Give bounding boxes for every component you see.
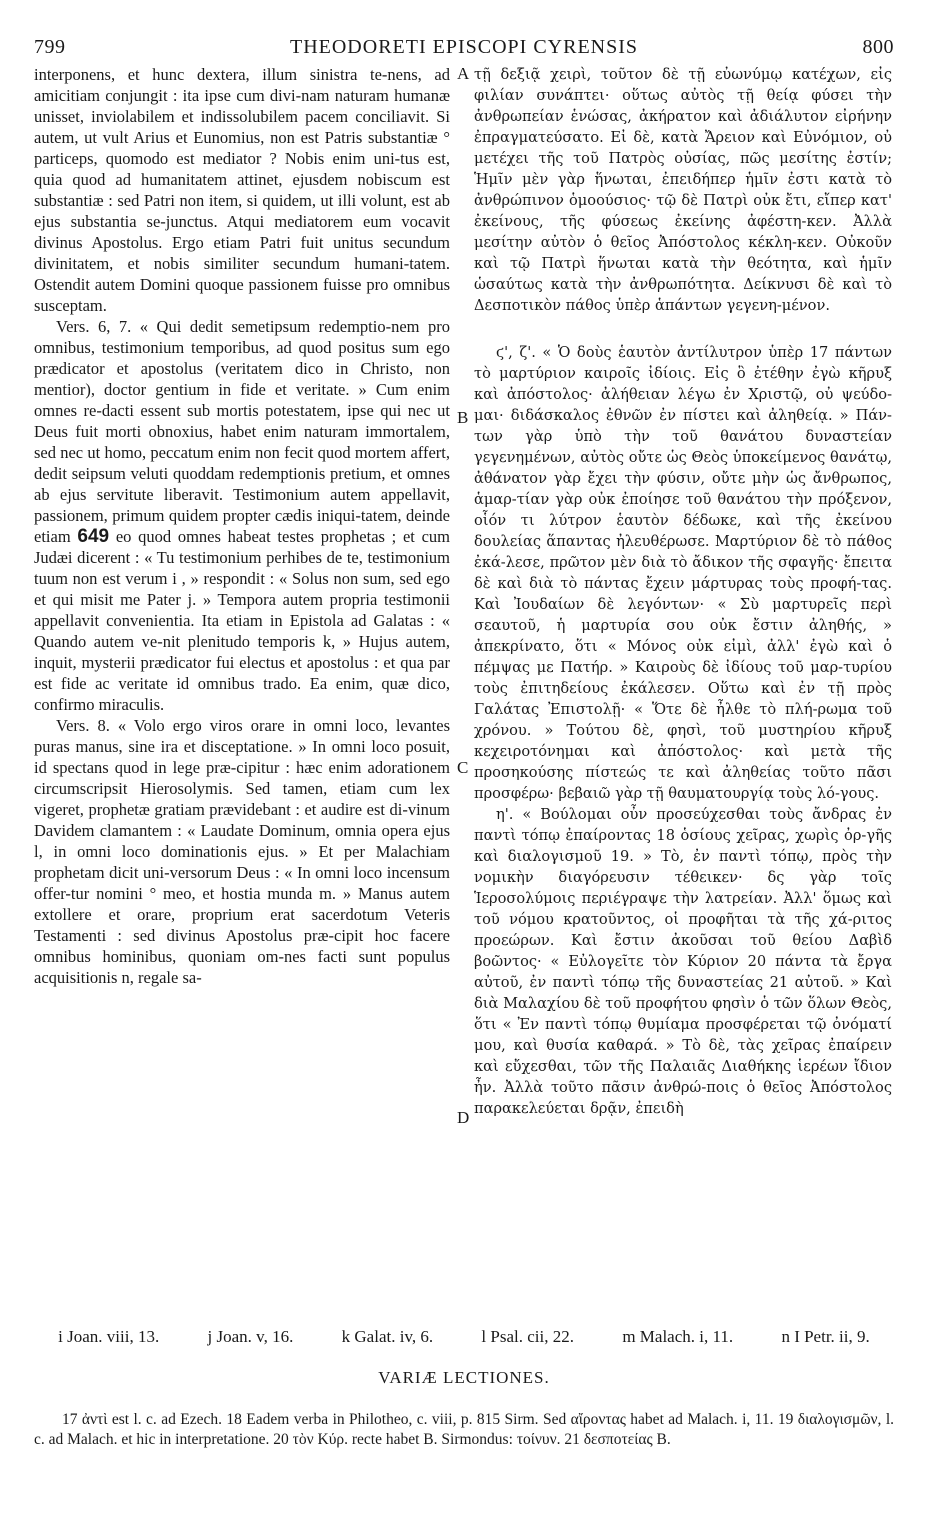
margin-marker-a: A bbox=[457, 64, 470, 83]
greek-column bbox=[474, 64, 892, 1119]
left-column-number: 799 bbox=[34, 36, 66, 58]
variant-readings-text: 17 ἀντὶ est l. c. ad Ezech. 18 Eadem verba in Philotheo, c. viii, p. 815 Sirm. Sed αἴροντας habet ad Malach. i, 11. 19 διαλογισμῶν, l. c. ad Malach. et hic in interpretatione. 20 τὸν Κύρ. recte habet B. Sirmondus: τοίνυν. 21 δεσποτείας B. bbox=[34, 1411, 894, 1448]
footnote: j Joan. v, 16. bbox=[207, 1327, 294, 1346]
footnote: k Galat. iv, 6. bbox=[341, 1327, 434, 1346]
latin-paragraph: interponens, et hunc dextera, illum sinistra te-nens, ad amicitiam conjungit : ita ipse cum divi-nam naturam humanæ unisset, inviolabilem et indissolubilem pacem conciliavit. Si autem, ut vult Arius et Eunomius, non est Patris substantiæ ° particeps, quomodo est mediator ? Nobis enim uni-tus est, quia quod ad humanitatem attinet, ejusdem nobiscum est substantiæ : sed Patri non item, si quidem, ut illi volunt, est ab ejus substantia se-junctus. Atqui mediatorem eum vocavit divinus Apostolus. Ergo etiam Patri fuit unitus secundum divinitatem, et nobis similiter secundum humani-tatem. Ostendit autem Domini quoque passionem fuisse pro omnibus susceptam. bbox=[34, 65, 450, 315]
footnote: n I Petr. ii, 9. bbox=[781, 1327, 870, 1346]
running-header bbox=[34, 36, 894, 64]
footnote: l Psal. cii, 22. bbox=[481, 1327, 574, 1346]
latin-text: eo quod omnes habeat testes prophetas ; et cum Judæi dicerent : « Tu testimonium perhibes de te, testimonium tuum non est verum i , » respondit : « Solus non sum, sed ego et qui misit me Pater j. » Tempora autem propria testimonii appellavit convenientia. Ita etiam in Epistola ad Galatas : « Quando autem ve-nit plenitudo temporis k, » Hujus autem, inquit, mysterii prædicator fui electus et apostolus : et qua par est fide ac veritate id omnibus trado. Ea enim, quæ dico, confirmo miraculis. bbox=[34, 527, 451, 714]
variae-lectiones bbox=[34, 1410, 894, 1450]
latin-paragraph bbox=[34, 316, 450, 715]
latin-column bbox=[34, 64, 450, 988]
latin-paragraph: Vers. 8. « Volo ergo viros orare in omni loco, levantes puras manus, sine ira et disceptatione. » In omni loco posuit, id spectans quod in lege præ-cipitur : hæc enim adorationem circumscripsit Hierosolymis. Sed tamen, etiam cum lex vigeret, prophetæ gratiam prævidebant : et audire est di-vinum Davidem clamantem : « Laudate Dominum, omnia opera ejus l, in omni loco dominationis ejus. » Et per Malachiam prophetam dicit uni-versorum Deus : « In omni loco incensum offer-tur nomini ° meo, et hostia munda m. » Manus autem extollere et orare, proprium erat sacerdotum Veteris Testamenti : sed divinus Apostolus præ-cipit hoc facere omnibus hominibus, quoniam om-nes facti sunt populus acquisitionis n, regale sa- bbox=[34, 716, 450, 987]
variae-lectiones-heading: VARIÆ LECTIONES. bbox=[378, 1368, 550, 1387]
greek-paragraph: η'. « Βούλομαι οὖν προσεύχεσθαι τοὺς ἄνδρας ἐν παντὶ τόπῳ ἐπαίροντας 18 ὁσίους χεῖρας, χωρὶς ὀρ-γῆς καὶ διαλογισμοῦ 19. » Τὸ, ἐν παντὶ τόπῳ, πρὸς τὴν νομικὴν διαγόρευσιν τέθεικεν· δς γὰρ τοῖς Ἱεροσολύμοις περιέγραψε τὴν λατρείαν. Ἀλλ' ὅμως καὶ τοῦ νόμου κρατοῦντος, οἱ προφῆται τὰ τῆς χά-ριτος προεώρων. Καὶ ἔστιν ἀκοῦσαι τοῦ θείου Δαβὶδ βοῶντος· « Εὐλογεῖτε τὸν Κύριον 20 πάντα τὰ ἔργα αὐτοῦ, ἐν παντὶ τόπῳ τῆς δυναστείας 21 αὐτοῦ. » Καὶ διὰ Μαλαχίου δὲ τοῦ προφήτου φησὶν ὁ τῶν ὅλων Θεὸς, ὅτι « Ἐν παντὶ τόπῳ θυμίαμα προσφέρεται τῷ ὀνόματί μου, καὶ θυσία καθαρά. » Τὸ δὲ, τὰς χεῖρας ἐπαίρειν καὶ εὔχεσθαι, τῶν τῆς Παλαιᾶς Διαθήκης ἱερέων ἴδιον ἦν. Ἀλλὰ τοῦτο πᾶσιν ἀνθρώ-ποις ὁ θεῖος Ἀπόστολος παρακελεύεται δρᾷν, ἐπειδὴ bbox=[474, 806, 892, 1117]
footnote: m Malach. i, 11. bbox=[622, 1327, 734, 1346]
footnote: i Joan. viii, 13. bbox=[58, 1327, 160, 1346]
right-column-number: 800 bbox=[862, 36, 894, 58]
greek-paragraph: ϛ', ζ'. « Ὁ δοὺς ἑαυτὸν ἀντίλυτρον ὑπὲρ 17 πάντων τὸ μαρτύριον καιροῖς ἰδίοις. Εἰς ὃ ἐτέθην ἐγὼ κῆρυξ καὶ ἀπόστολος· ἀλήθειαν λέγω ἐν Χριστῷ, οὐ ψεύδο-μαι· διδάσκαλος ἐθνῶν ἐν πίστει καὶ ἀληθείᾳ. » Πάν-των γὰρ ὑπὸ τὴν τοῦ θανάτου δυναστείαν γεγενημένων, αὐτὸς οὔτε ὡς Θεὸς ὑποκείμενος θανάτῳ, ἀθάνατον γὰρ ἔχει τὴν φύσιν, οὔτε μὴν ὡς ἄνθρωπος, ἁμαρ-τίαν γὰρ οὐκ ἐποίησε τοῦ θανάτου τὴν πρόξενον, οἷόν τι λύτρον ἑαυτὸν δέδωκε, καὶ τῆς ἐκείνου δουλείας ἅπαντας ἠλευθέρωσε. Μαρτύριον δὲ τὸ πάθος ἐκά-λεσε, πρῶτον μὲν διὰ τὸ ἄδικον τῆς σφαγῆς· ἔπειτα δὲ καὶ διὰ τὸ πάντας ἔχειν μάρτυρας τοὺς προφή-τας. Καὶ Ἰουδαίων δὲ λεγόντων· « Σὺ μαρτυρεῖς περὶ σεαυτοῦ, ἡ μαρτυρία σου οὐκ ἔστιν ἀληθής, » ἀπεκρίνατο, ὅτι « Μόνος οὐκ εἰμὶ, ἀλλ' ἐγὼ καὶ ὁ πέμψας με Πατήρ. » Καιροὺς δὲ ἰδίους τοῦ μαρ-τυρίου τοὺς ἐπιτηδείους ἐκάλεσεν. Οὕτω καὶ ἐν τῇ πρὸς Γαλάτας Ἐπιστολῇ· « Ὅτε δὲ ἦλθε τὸ πλή-ρωμα τοῦ χρόνου. » Τούτου δὲ, φησὶ, τοῦ μυστηρίου κῆρυξ κεχειροτόνημαι καὶ ἀπόστολος· καὶ μετὰ τῆς προσηκούσης πίστεώς τε καὶ ἀληθείας τοῦτο πᾶσι προσφέρω· βεβαιῶ γὰρ τῇ θαυματουργίᾳ τοὺς λό-γους. bbox=[474, 344, 892, 802]
margin-marker-c: C bbox=[457, 758, 469, 777]
inline-page-number: 649 bbox=[77, 526, 110, 547]
latin-text: Vers. 6, 7. « Qui dedit semetipsum redemptio-nem pro omnibus, testimonium temporibus, ad quod positus sum ego prædicator et apostolus (veritatem dico in Christo, non mentior), doctor gentium in fide et veritate. » Cum enim omnes re-dacti essent sub mortis potestatem, ipse qui nec ut Deus fuit morti obnoxius, habet enim naturam immortalem, sed nec ut homo, peccatum enim non fecit quod mortem affert, dedit seipsum veluti quoddam redemptionis pretium, et omnes ab ejus servitute liberavit. Testimonium autem appellavit, passionem, primum quidem propter cædis iniqui-tatem, deinde etiam bbox=[34, 317, 450, 546]
margin-marker-d: D bbox=[457, 1108, 470, 1127]
running-title: THEODORETI EPISCOPI CYRENSIS bbox=[289, 36, 639, 58]
greek-paragraph: τῇ δεξιᾷ χειρὶ, τοῦτον δὲ τῇ εὐωνύμῳ κατέχων, εἰς φιλίαν συνάπτει· οὕτως αὐτὸς τῇ θείᾳ φύσει τὴν ἀνθρωπείαν ἑνώσας, ἀκήρατον καὶ ἀδιάλυτον εἰρήνην ἐπραγματεύσατο. Εἰ δὲ, κατὰ Ἄρειον καὶ Εὐνόμιον, οὐ μετέχει τῆς τοῦ Πατρὸς οὐσίας, πῶς μεσίτης ἐστίν; Ἡμῖν μὲν γὰρ ἥνωται, ἐπειδήπερ ἡμῖν ἐστι κατὰ τὸ ἀνθρώπινον ὁμοούσιος· τῷ δὲ Πατρὶ οὐκ ἔτι, εἴπερ κατ' ἐκείνους, τῆς φύσεως ἐκείνης ἀφέστη-κεν. Ἀλλὰ μεσίτην αὐτὸν ὁ θεῖος Ἀπόστολος κέκλη-κεν. Οὐκοῦν καὶ τῷ Πατρὶ ἥνωται κατὰ τὴν θεότητα, καὶ ἡμῖν ὡσαύτως κατὰ τὴν ἀνθρωπότητα. Δείκνυσι δὲ καὶ τὸ Δεσποτικὸν πάθος ὑπὲρ ἁπάντων γεγενη-μένον. bbox=[474, 66, 892, 314]
scripture-footnotes bbox=[34, 1327, 894, 1347]
margin-marker-b: B bbox=[457, 408, 469, 427]
